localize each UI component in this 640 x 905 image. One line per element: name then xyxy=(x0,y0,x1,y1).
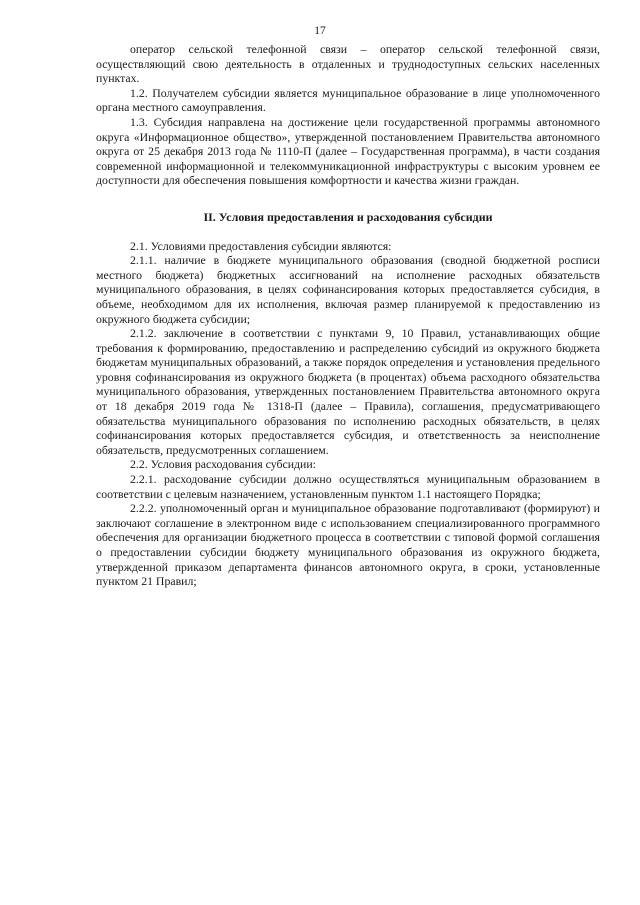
paragraph-1-2: 1.2. Получателем субсидии является муниципальное образование в лице уполномоченного органа местного самоуправления. xyxy=(96,85,600,115)
paragraph-2-2-1: 2.2.1. расходование субсидии должно осуществляться муниципальным образованием в соответствии с целевым назначением, установленным пунктом 1.1 настоящего Порядка; xyxy=(96,472,600,501)
page-number: 17 xyxy=(314,25,326,37)
paragraph-2-2: 2.2. Условия расходования субсидии: xyxy=(130,457,316,472)
paragraph-2-2-2: 2.2.2. уполномоченный орган и муниципальное образование подготавливают (формируют) и заключают соглашение в электронном виде с использованием специализированного программного обеспечения для организации бюджетного процесса в соответствии с типовой формой соглашения о предоставлении субсидии бюджету муниципального образования из окружного бюджета, утвержденной приказом департамента финансов автономного округа, в сроки, установленные пунктом 21 Правил; xyxy=(96,501,600,589)
paragraph-operator-definition: оператор сельской телефонной связи – оператор сельской телефонной связи, осуществляющий свою деятельность в отдаленных и труднодоступных сельских населенных пунктах. xyxy=(96,42,600,86)
paragraph-2-1-2: 2.1.2. заключение в соответствии с пунктами 9, 10 Правил, устанавливающих общие требования к формированию, предоставлению и распределению субсидий из окружного бюджета бюджетам муниципальных образований, а также порядок определения и установления предельного уровня софинансирования из окружного бюджета (в процентах) объема расходного обязательства муниципального образования, утвержденных постановлением Правительства автономного округа от 18 декабря 2019 года № 1318-П (далее – Правила), соглашения, предусматривающего обязательства муниципального образования по исполнению расходных обязательств, в целях софинансирования которых предоставляется субсидия, и ответственность за неисполнение обязательств, предусмотренных соглашением. xyxy=(96,326,600,457)
paragraph-2-1-1: 2.1.1. наличие в бюджете муниципального образования (сводной бюджетной росписи местного бюджета) бюджетных ассигнований на исполнение расходных обязательств муниципального образования, в целях софинансирования которых предоставляется субсидия, в объеме, необходимом для их исполнения, включая размер планируемой к предоставлению из окружного бюджета субсидии; xyxy=(96,253,600,326)
paragraph-1-3: 1.3. Субсидия направлена на достижение цели государственной программы автономного округа «Информационное общество», утвержденной постановлением Правительства автономного округа от 25 декабря 2013 года № 1110-П (далее – Государственная программа), в части создания современной информационной и телекоммуникационной инфраструктуры с высоким уровнем ее доступности для обеспечения повышения комфортности и качества жизни граждан. xyxy=(96,114,600,188)
section-heading: II. Условия предоставления и расходования субсидии xyxy=(203,209,493,224)
paragraph-2-1: 2.1. Условиями предоставления субсидии являются: xyxy=(130,238,392,253)
document-body xyxy=(96,42,600,589)
